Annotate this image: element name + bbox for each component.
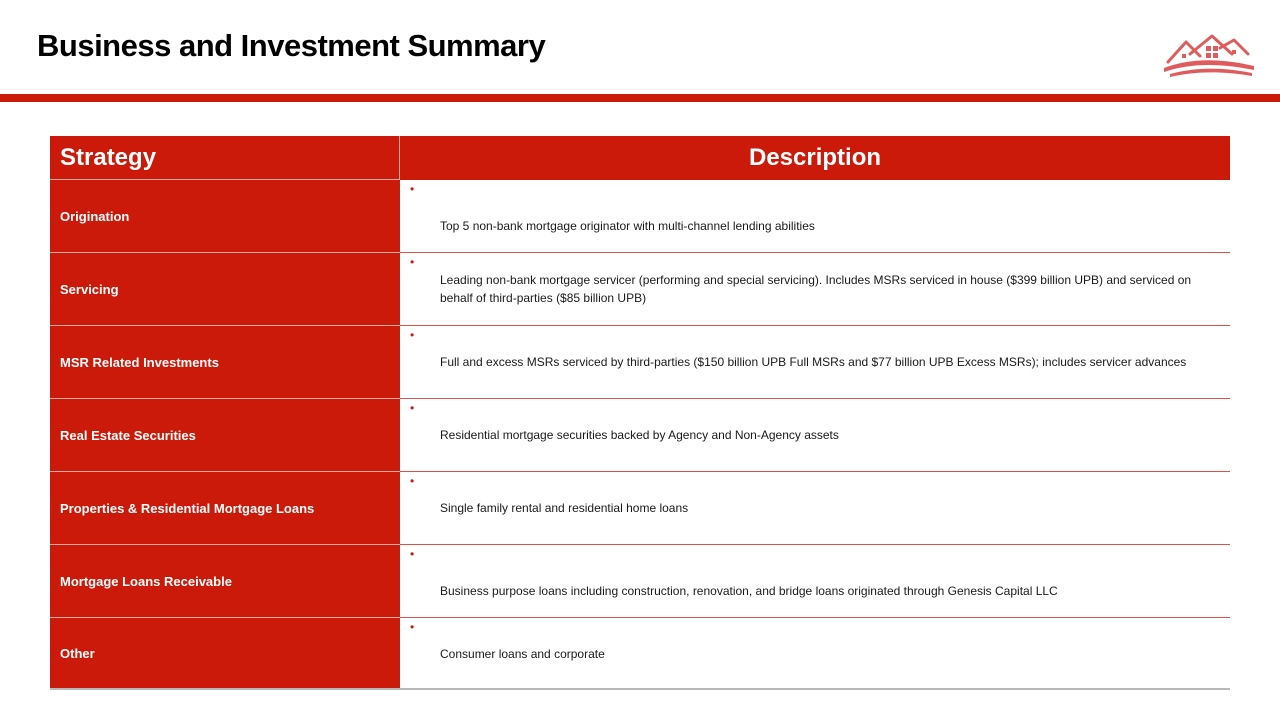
table-row [50, 399, 1230, 472]
bullet-icon: • [410, 401, 415, 415]
strategy-cell: Servicing [50, 253, 400, 326]
bullet-icon: • [410, 547, 415, 561]
table-row [50, 618, 1230, 690]
strategy-cell: Origination [50, 180, 400, 253]
table-row [50, 545, 1230, 618]
description-text: Business purpose loans including construction, renovation, and bridge loans originated through Genesis Capital LLC [440, 584, 1058, 598]
strategy-cell: Other [50, 618, 400, 690]
description-text: Single family rental and residential home loans [440, 501, 689, 515]
strategy-cell: Mortgage Loans Receivable [50, 545, 400, 618]
bullet-icon: • [410, 182, 415, 196]
table-row [50, 180, 1230, 253]
description-column-header: Description [400, 136, 1230, 180]
table-header-row [50, 136, 1230, 180]
description-text: Consumer loans and corporate [440, 646, 605, 661]
description-cell [400, 618, 1230, 690]
bullet-icon: • [410, 474, 415, 488]
description-cell [400, 472, 1230, 545]
description-cell [400, 399, 1230, 472]
description-text: Top 5 non-bank mortgage originator with multi-channel lending abilities [440, 219, 815, 233]
description-text: Leading non-bank mortgage servicer (performing and special servicing). Includes MSRs serviced in house ($399 billion UPB) and serviced on behalf of third-parties ($85 billion UPB) [440, 273, 1192, 305]
page-title: Business and Investment Summary [37, 28, 546, 63]
description-cell [400, 253, 1230, 326]
bullet-icon: • [410, 255, 415, 269]
strategy-column-header: Strategy [50, 136, 400, 180]
strategy-cell: Properties & Residential Mortgage Loans [50, 472, 400, 545]
description-text: Residential mortgage securities backed by Agency and Non-Agency assets [440, 428, 839, 442]
description-text: Full and excess MSRs serviced by third-parties ($150 billion UPB Full MSRs and $77 billion UPB Excess MSRs); includes servicer advances [440, 355, 1187, 369]
bullet-icon: • [410, 620, 415, 634]
bullet-icon: • [410, 328, 415, 342]
strategy-cell: Real Estate Securities [50, 399, 400, 472]
description-cell [400, 545, 1230, 618]
table-row [50, 253, 1230, 326]
house-roof-logo-icon [1160, 32, 1258, 78]
table-row [50, 326, 1230, 399]
table-bottom-rule [50, 688, 1230, 690]
table-row [50, 472, 1230, 545]
strategy-cell: MSR Related Investments [50, 326, 400, 399]
summary-table [50, 136, 1230, 690]
description-cell [400, 180, 1230, 253]
description-cell [400, 326, 1230, 399]
title-divider [0, 94, 1280, 102]
